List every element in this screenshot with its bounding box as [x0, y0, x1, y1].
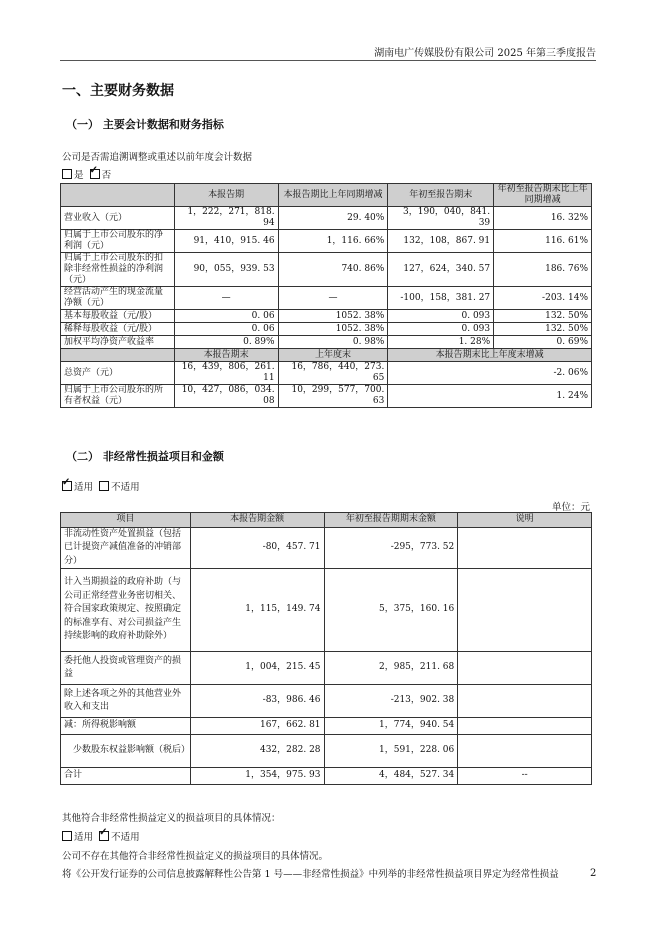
- data-cell: 0. 06: [174, 310, 278, 323]
- data-cell: [458, 569, 592, 652]
- note-no-other-items: 公司不存在其他符合非经常性损益定义的损益项目的具体情况。: [62, 851, 329, 862]
- unit-label: 单位：元: [551, 502, 590, 513]
- row-label: 加权平均净资产收益率: [61, 336, 175, 349]
- data-cell: -83，986. 46: [190, 685, 324, 718]
- data-cell: 1，115，149. 74: [190, 569, 324, 652]
- data-cell: 16. 32%: [494, 207, 592, 230]
- data-cell: 3，190，040，841. 39: [388, 207, 494, 230]
- data-cell: 1，591，228. 06: [324, 735, 458, 768]
- subsection-title: （一） 主要会计数据和财务指标: [66, 118, 224, 131]
- table-row: [61, 652, 592, 685]
- option-yes-label: 是: [74, 170, 84, 181]
- data-cell: 10，427，086，034. 08: [174, 385, 278, 408]
- data-cell: 2，985，211. 68: [324, 652, 458, 685]
- table-row: [61, 310, 592, 323]
- data-cell: 127，624，340. 57: [388, 253, 494, 287]
- data-cell: 1052. 38%: [278, 323, 388, 336]
- restatement-question: 公司是否需追溯调整或重述以前年度会计数据: [62, 152, 253, 163]
- data-cell: -203. 14%: [494, 287, 592, 310]
- table-row: [61, 735, 592, 768]
- column-header: 上年度末: [278, 349, 388, 362]
- column-header: [61, 349, 175, 362]
- data-cell: -295，773. 52: [324, 527, 458, 569]
- data-cell: 1. 28%: [388, 336, 494, 349]
- section-title: 一、主要财务数据: [62, 83, 174, 99]
- data-cell: 0. 06: [174, 323, 278, 336]
- data-cell: -100，158，381. 27: [388, 287, 494, 310]
- data-cell: 0. 093: [388, 310, 494, 323]
- data-cell: 91，410，915. 46: [174, 230, 278, 253]
- financial-data-table: [60, 183, 592, 408]
- data-cell: 132. 50%: [494, 310, 592, 323]
- column-header: 本报告期: [174, 184, 278, 207]
- data-cell: 1，222，271，818. 94: [174, 207, 278, 230]
- option-not-apply-label-2: 不适用: [111, 832, 140, 843]
- table-row: [61, 385, 592, 408]
- data-cell: 1，116. 66%: [278, 230, 388, 253]
- table-row: [61, 287, 592, 310]
- row-label: 减：所得税影响额: [61, 718, 191, 735]
- financial-data-body: [61, 184, 592, 408]
- checkbox-not-apply[interactable]: [99, 481, 109, 491]
- column-header: 本报告期末比上年度末增减: [388, 349, 592, 362]
- table-row: [61, 718, 592, 735]
- data-cell: 167，662. 81: [190, 718, 324, 735]
- data-cell: 740. 86%: [278, 253, 388, 287]
- subsection-title-2: （二） 非经常性损益项目和金额: [66, 450, 224, 463]
- note-reclassification: 将《公开发行证券的公司信息披露解释性公告第 1 号——非经常性损益》中列举的非经常性损益项目界定为经常性损益: [62, 869, 559, 880]
- checkbox-yes[interactable]: [62, 169, 72, 179]
- restatement-options: [62, 167, 111, 181]
- row-label: 总资产（元）: [61, 362, 175, 385]
- row-label: 计入当期损益的政府补助（与公司正常经营业务密切相关、符合国家政策规定、按照确定的标准享有、对公司损益产生持续影响的政府补助除外）: [61, 569, 191, 652]
- row-label: 归属于上市公司股东的扣除非经常性损益的净利润（元）: [61, 253, 175, 287]
- data-cell: 116. 61%: [494, 230, 592, 253]
- table-row: [61, 323, 592, 336]
- table-row: [61, 362, 592, 385]
- row-label: 营业收入（元）: [61, 207, 175, 230]
- data-cell: 186. 76%: [494, 253, 592, 287]
- data-cell: [458, 527, 592, 569]
- data-cell: —: [174, 287, 278, 310]
- data-cell: 132，108，867. 91: [388, 230, 494, 253]
- non-recurring-table: [60, 512, 592, 785]
- column-header: 年初至报告期末: [388, 184, 494, 207]
- column-header: 本报告期金额: [190, 513, 324, 528]
- column-header: 本报告期末: [174, 349, 278, 362]
- table-row: [61, 527, 592, 569]
- data-cell: -213，902. 38: [324, 685, 458, 718]
- row-label: 少数股东权益影响额（税后）: [61, 735, 191, 768]
- data-cell: 16，439，806，261. 11: [174, 362, 278, 385]
- row-label: 稀释每股收益（元/股）: [61, 323, 175, 336]
- option-apply-label: 适用: [74, 482, 94, 493]
- data-cell: 0. 89%: [174, 336, 278, 349]
- header-divider: [60, 60, 596, 61]
- table-header-row: [61, 184, 592, 207]
- table-row: [61, 685, 592, 718]
- data-cell: 1，354，975. 93: [190, 768, 324, 785]
- table-header-row: [61, 513, 592, 528]
- column-header: 项目: [61, 513, 191, 528]
- table-row: [61, 569, 592, 652]
- column-header: 说明: [458, 513, 592, 528]
- row-label: 除上述各项之外的其他营业外收入和支出: [61, 685, 191, 718]
- row-label: 合计: [61, 768, 191, 785]
- row-label: 非流动性资产处置损益（包括已计提资产减值准备的冲销部分）: [61, 527, 191, 569]
- option-no-label: 否: [101, 170, 112, 181]
- page-header: 湖南电广传媒股份有限公司 2025 年第三季度报告: [374, 48, 596, 59]
- column-header: 年初至报告期期末金额: [324, 513, 458, 528]
- data-cell: -80，457. 71: [190, 527, 324, 569]
- column-header: [61, 184, 175, 207]
- data-cell: [458, 652, 592, 685]
- data-cell: 1，774，940. 54: [324, 718, 458, 735]
- data-cell: 132. 50%: [494, 323, 592, 336]
- data-cell: --: [458, 768, 592, 785]
- data-cell: [458, 718, 592, 735]
- data-cell: 432，282. 28: [190, 735, 324, 768]
- row-label: 委托他人投资或管理资产的损益: [61, 652, 191, 685]
- row-label: 经营活动产生的现金流量净额（元）: [61, 287, 175, 310]
- data-cell: 1052. 38%: [278, 310, 388, 323]
- data-cell: 90，055，939. 53: [174, 253, 278, 287]
- table-header-row-2: [61, 349, 592, 362]
- column-header: 年初至报告期末比上年同期增减: [494, 184, 592, 207]
- data-cell: 10，299，577，700. 63: [278, 385, 388, 408]
- checkbox-not-apply-2[interactable]: [99, 831, 109, 841]
- data-cell: 0. 69%: [494, 336, 592, 349]
- option-not-apply-label: 不适用: [111, 482, 140, 493]
- non-recurring-body: [61, 513, 592, 785]
- row-label: 归属于上市公司股东的所有者权益（元）: [61, 385, 175, 408]
- other-items-options: [62, 829, 140, 843]
- data-cell: 0. 093: [388, 323, 494, 336]
- data-cell: 1，004，215. 45: [190, 652, 324, 685]
- checkbox-apply-2[interactable]: [62, 831, 72, 841]
- option-apply-label-2: 适用: [74, 832, 94, 843]
- applicability-options: [62, 479, 140, 493]
- table-row: [61, 207, 592, 230]
- data-cell: [458, 685, 592, 718]
- row-label: 基本每股收益（元/股）: [61, 310, 175, 323]
- checkbox-no[interactable]: [90, 169, 100, 179]
- table-row: [61, 230, 592, 253]
- row-label: 归属于上市公司股东的净利润（元）: [61, 230, 175, 253]
- table-row: [61, 253, 592, 287]
- data-cell: -2. 06%: [388, 362, 592, 385]
- other-items-question: 其他符合非经常性损益定义的损益项目的具体情况：: [62, 813, 281, 824]
- data-cell: 0. 98%: [278, 336, 388, 349]
- page-number: 2: [590, 868, 597, 879]
- table-row: [61, 336, 592, 349]
- data-cell: [458, 735, 592, 768]
- data-cell: —: [278, 287, 388, 310]
- data-cell: 5，375，160. 16: [324, 569, 458, 652]
- checkbox-apply[interactable]: [62, 481, 72, 491]
- data-cell: 1. 24%: [388, 385, 592, 408]
- data-cell: 4，484，527. 34: [324, 768, 458, 785]
- table-row: [61, 768, 592, 785]
- data-cell: 29. 40%: [278, 207, 388, 230]
- column-header: 本报告期比上年同期增减: [278, 184, 388, 207]
- data-cell: 16，786，440，273. 65: [278, 362, 388, 385]
